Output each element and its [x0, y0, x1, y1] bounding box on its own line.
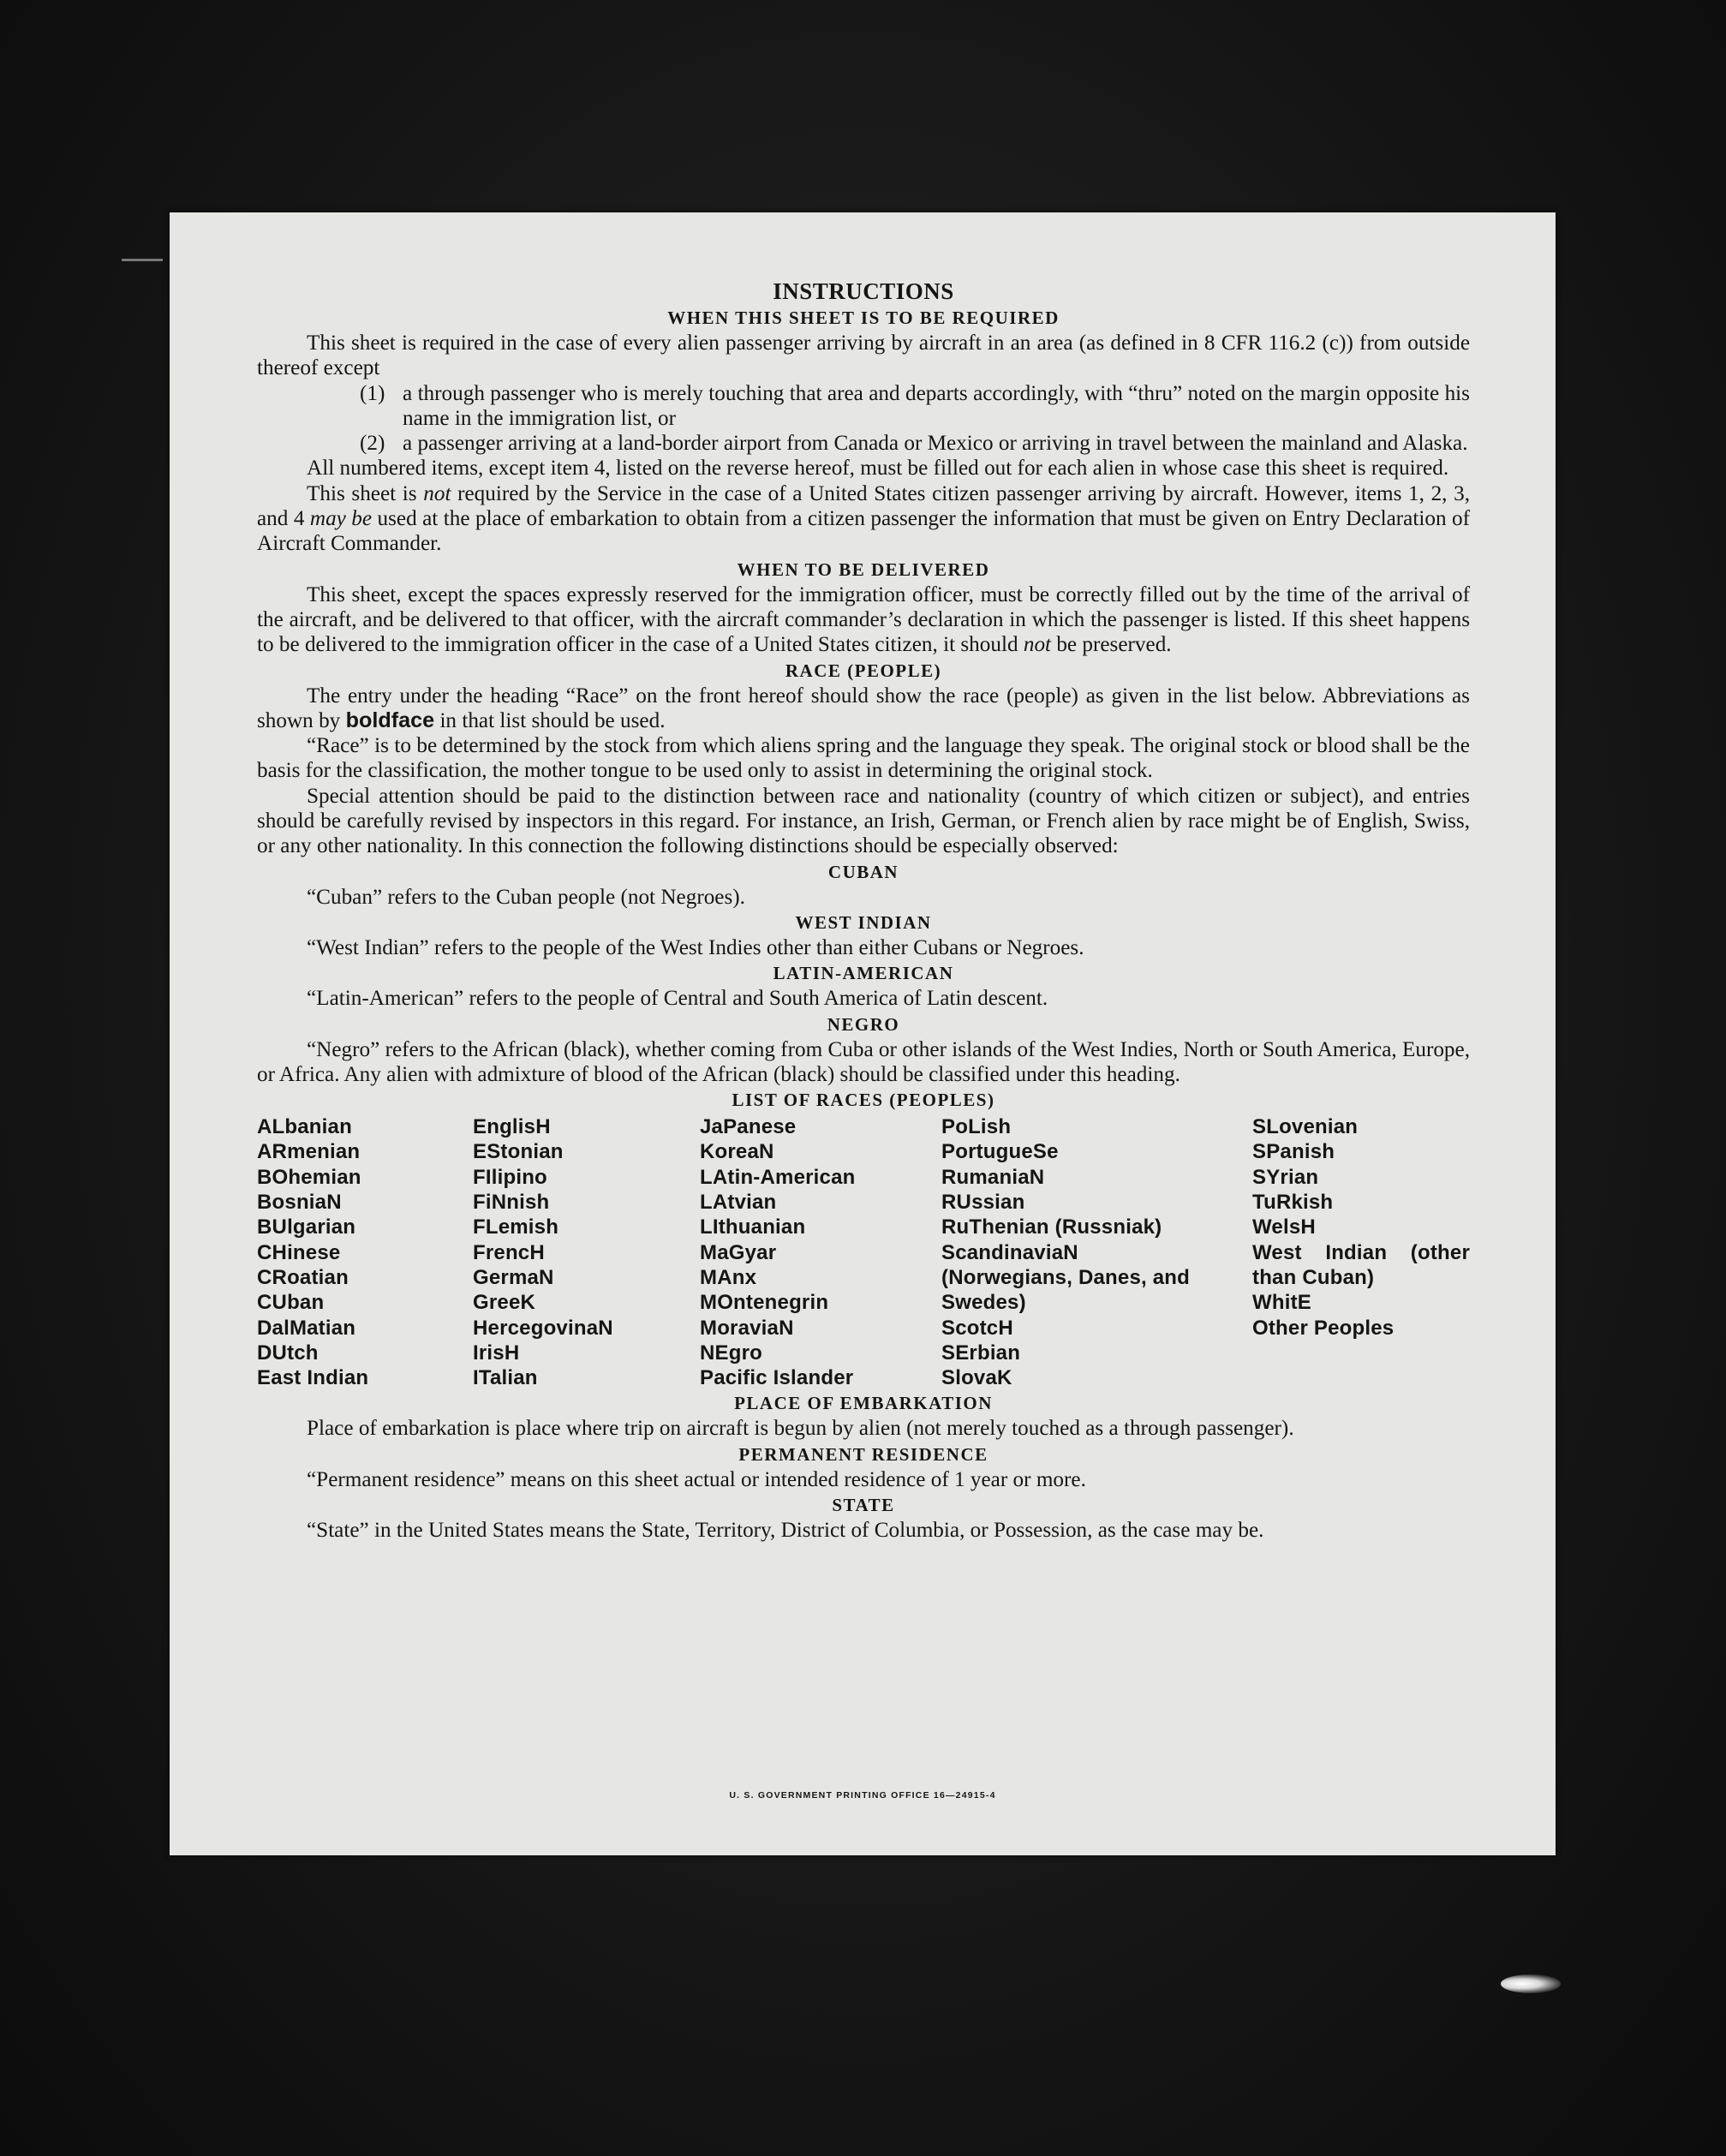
race-entry: JaPanese — [700, 1115, 797, 1139]
race-entry: CUban — [257, 1291, 325, 1315]
paragraph-negro: “Negro” refers to the African (black), whether coming from Cuba or other islands of the West Indies, North or South America, Europe, or Africa. Any alien with admixture of blood of the African (black) should be classified under this heading. — [257, 1037, 1470, 1086]
race-entry: LAtin-American — [700, 1165, 856, 1189]
text-run: This sheet is — [307, 481, 424, 505]
section-heading-state: STATE — [832, 1494, 895, 1515]
scan-mark — [122, 259, 163, 261]
section-heading-negro: NEGRO — [827, 1013, 900, 1035]
race-entry: DalMatian — [257, 1316, 356, 1340]
race-entry: EStonian — [473, 1140, 564, 1164]
text-run: This sheet, except the spaces expressly reserved for the immigration officer, must be correctly filled out by the time of the arrival of the aircraft, and be delivered to that officer, with the aircraft commander’s declaration in which the passenger is listed. If this sheet happens to be delivered to the immigration officer in the case of a United States citizen, it should — [257, 582, 1470, 657]
race-entry: MAnx — [700, 1265, 757, 1289]
race-entry: Other Peoples — [1252, 1316, 1395, 1340]
item-number: (2) — [360, 432, 385, 456]
race-entry: WhitE — [1252, 1291, 1311, 1315]
paragraph-delivered — [257, 582, 1470, 658]
race-entry: BUlgarian — [257, 1215, 356, 1239]
race-entry: CHinese — [257, 1240, 341, 1264]
race-entry: RuThenian (Russniak) — [941, 1215, 1162, 1239]
race-entry: SlovaK — [941, 1366, 1012, 1390]
section-heading-when-delivered: WHEN TO BE DELIVERED — [737, 558, 990, 580]
race-entry: KoreaN — [700, 1140, 774, 1164]
race-column-2 — [473, 1114, 700, 1390]
race-entry: IrisH — [473, 1341, 520, 1365]
race-entry: MaGyar — [700, 1240, 777, 1264]
section-heading-permanent-residence: PERMANENT RESIDENCE — [738, 1443, 988, 1465]
race-entry: ScotcH — [941, 1316, 1013, 1340]
race-entry: PortugueSe — [941, 1140, 1059, 1164]
italic-run: not — [423, 481, 451, 505]
race-entry: MoraviaN — [700, 1316, 794, 1340]
light-glare — [1501, 1974, 1561, 1993]
race-entry: NEgro — [700, 1341, 762, 1365]
paragraph-intro: This sheet is required in the case of every alien passenger arriving by aircraft in an area (as defined in 8 CFR 116.2 (c)) from outside thereof except — [257, 331, 1470, 380]
race-entry: RUssian — [941, 1191, 1025, 1215]
race-entry: ARmenian — [257, 1140, 361, 1164]
paragraph-permanent-residence: “Permanent residence” means on this sheet actual or intended residence of 1 year or more. — [307, 1467, 1086, 1491]
printing-office-imprint: U. S. GOVERNMENT PRINTING OFFICE 16—24915-4 — [729, 1790, 996, 1801]
race-entry: West Indian (other than Cuban) — [1252, 1240, 1470, 1289]
text-run: The entry under the heading “Race” on the front hereof should show the race (people) as given in the list below. Abbreviations as shown by — [257, 684, 1470, 732]
race-entry: FIlipino — [473, 1165, 547, 1189]
section-heading-embarkation: PLACE OF EMBARKATION — [734, 1393, 993, 1414]
race-entry: DUtch — [257, 1341, 319, 1365]
text-run: be preserved. — [1051, 633, 1172, 657]
document-title: INSTRUCTIONS — [773, 278, 954, 304]
race-entry: WelsH — [1252, 1215, 1316, 1239]
exception-item-1 — [257, 381, 1470, 432]
document-sheet — [170, 212, 1556, 1855]
race-entry: ScandinaviaN (Norwegians, Danes, and Swedes) — [941, 1240, 1190, 1315]
race-entry: SYrian — [1252, 1165, 1319, 1189]
race-entry: PoLish — [941, 1115, 1012, 1139]
race-entry: FrencH — [473, 1240, 545, 1264]
item-text: a through passenger who is merely touching that area and departs accordingly, with “thru” noted on the margin opposite his name in the immigration list, or — [403, 381, 1470, 430]
race-entry: SPanish — [1252, 1140, 1335, 1164]
item-text: a passenger arriving at a land-border airport from Canada or Mexico or arriving in travel between the mainland and Alaska. — [403, 432, 1468, 456]
race-entry: LAtvian — [700, 1191, 777, 1215]
paragraph-race-2: “Race” is to be determined by the stock from which aliens spring and the language they speak. The original stock or blood shall be the basis for the classification, the mother tongue to be used only to assist in determining the original stock. — [257, 734, 1470, 783]
paragraph-latin-american: “Latin-American” refers to the people of Central and South America of Latin descent. — [307, 987, 1048, 1011]
exception-item-2 — [257, 431, 1470, 456]
race-entry: LIthuanian — [700, 1215, 806, 1239]
paragraph-west-indian: “West Indian” refers to the people of the West Indies other than either Cubans or Negroes. — [307, 935, 1084, 959]
paragraph-state: “State” in the United States means the State, Territory, District of Columbia, or Possession, as the case may be. — [307, 1518, 1264, 1542]
text-run: required by the Service in the case of a United States citizen passenger arriving by aircraft. However, items 1, 2, 3, and 4 — [257, 481, 1470, 531]
race-entry: EnglisH — [473, 1115, 551, 1139]
race-entry: FLemish — [473, 1215, 559, 1239]
race-entry: BosniaN — [257, 1191, 342, 1215]
section-heading-latin-american: LATIN-AMERICAN — [773, 963, 954, 984]
race-entry: ALbanian — [257, 1115, 352, 1139]
paragraph-numbered-items: All numbered items, except item 4, listed on the reverse hereof, must be filled out for each alien in whose case this sheet is required. — [307, 457, 1449, 481]
race-entry: RumaniaN — [941, 1165, 1045, 1189]
italic-run: may be — [309, 507, 373, 531]
race-entry: FiNnish — [473, 1191, 550, 1215]
race-column-5 — [1252, 1114, 1470, 1390]
race-entry: Pacific Islander — [700, 1366, 854, 1390]
text-run: used at the place of embarkation to obtain from a citizen passenger the information that must be given on Entry Declaration of Aircraft Commander. — [257, 507, 1470, 556]
italic-run: not — [1023, 633, 1052, 657]
item-number: (1) — [360, 381, 385, 405]
race-entry: HercegovinaN — [473, 1316, 613, 1340]
instructions-content — [257, 278, 1470, 1543]
section-heading-west-indian: WEST INDIAN — [795, 911, 932, 933]
section-heading-list-of-races: LIST OF RACES (PEOPLES) — [732, 1090, 995, 1111]
section-heading-when-required: WHEN THIS SHEET IS TO BE REQUIRED — [667, 308, 1060, 328]
race-entry: East Indian — [257, 1366, 369, 1390]
race-column-4 — [941, 1114, 1252, 1390]
race-column-1 — [257, 1114, 473, 1390]
paragraph-cuban: “Cuban” refers to the Cuban people (not Negroes). — [307, 885, 745, 909]
paragraph-citizen — [257, 481, 1470, 557]
race-entry: SErbian — [941, 1341, 1021, 1365]
paragraph-embarkation: Place of embarkation is place where trip on aircraft is begun by alien (not merely touched as a through passenger). — [307, 1417, 1294, 1441]
race-entry: ITalian — [473, 1366, 538, 1390]
paragraph-race-1 — [257, 684, 1470, 734]
section-heading-race: RACE (PEOPLE) — [785, 660, 942, 681]
section-heading-cuban: CUBAN — [827, 861, 899, 882]
race-entry: BOhemian — [257, 1165, 361, 1189]
race-entry: CRoatian — [257, 1265, 349, 1289]
race-entry: MOntenegrin — [700, 1291, 829, 1315]
race-entry: GermaN — [473, 1265, 554, 1289]
text-run: in that list should be used. — [434, 708, 666, 732]
race-entry: GreeK — [473, 1291, 536, 1315]
race-entry: TuRkish — [1252, 1191, 1334, 1215]
race-list — [257, 1114, 1470, 1390]
bold-run: boldface — [345, 708, 435, 732]
paragraph-race-3: Special attention should be paid to the distinction between race and nationality (country of which citizen or subject), and entries should be carefully revised by inspectors in this regard. For instance, an Irish, German, or French alien by race might be of English, Swiss, or any other nationality. In this connection the following distinctions should be especially observed: — [257, 784, 1470, 858]
race-column-3 — [700, 1114, 941, 1390]
race-entry: SLovenian — [1252, 1115, 1359, 1139]
